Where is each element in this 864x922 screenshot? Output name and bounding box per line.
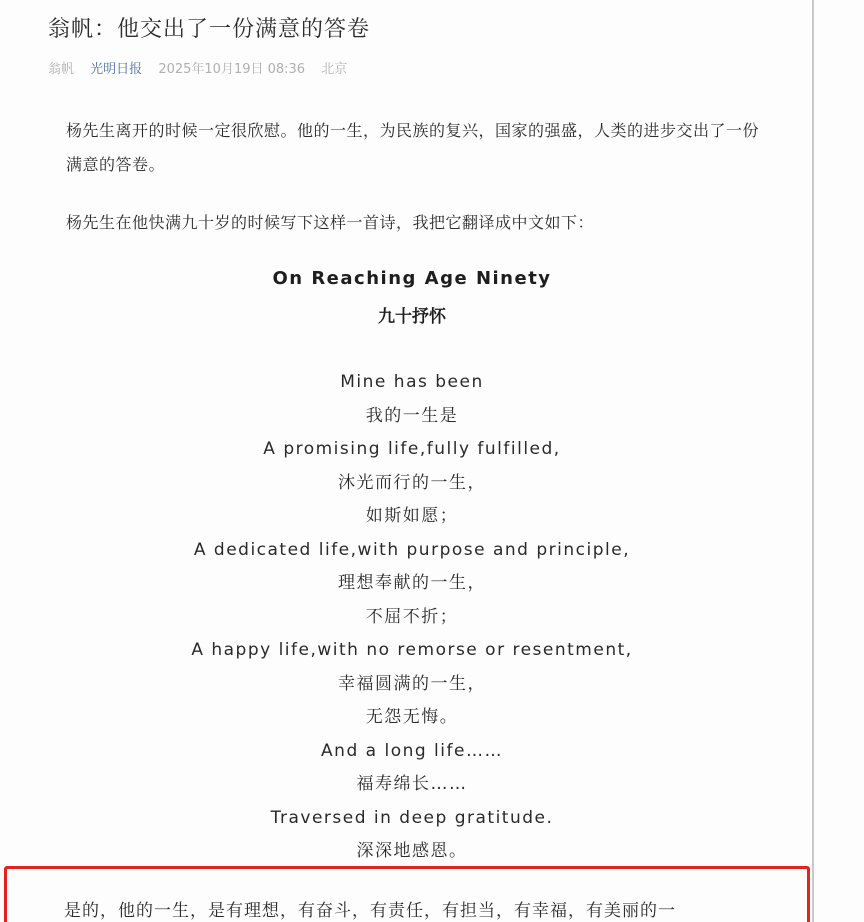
poem-title-chinese: 九十抒怀 — [378, 307, 446, 327]
poem-line: A dedicated life,with purpose and principle, — [193, 539, 631, 560]
poem-line: Mine has been — [340, 372, 484, 392]
poem-line: A happy life,with no remorse or resentment, — [191, 640, 633, 660]
poem-body — [0, 366, 824, 869]
highlighted-paragraph: 是的，他的一生，是有理想，有奋斗，有责任，有担当，有幸福，有美丽的一 — [64, 901, 676, 921]
poem-line: 深深地感恩。 — [356, 841, 468, 861]
poem-line: And a long life…… — [321, 740, 503, 761]
page-edge-divider — [812, 0, 814, 922]
author-name[interactable]: 翁帆 — [48, 62, 75, 77]
poem-line: Traversed in deep gratitude. — [270, 807, 554, 828]
poem-line: 如斯如愿； — [365, 506, 459, 526]
article-title: 翁帆：他交出了一份满意的答卷 — [48, 17, 371, 42]
poem-line: 沐光而行的一生， — [338, 472, 486, 493]
poem-line: A promising life,fully fulfilled, — [263, 439, 561, 459]
poem-line: 福寿绵长…… — [356, 774, 468, 794]
poem-line: 我的一生是 — [365, 405, 459, 426]
poem-line: 无怨无悔。 — [365, 707, 459, 727]
poem-line: 不屈不折； — [365, 606, 459, 627]
publish-datetime: 2025年10月19日 08:36 — [158, 62, 306, 77]
source-link[interactable]: 光明日报 — [90, 62, 143, 77]
publish-location: 北京 — [321, 62, 348, 77]
poem-title-english: On Reaching Age Ninety — [272, 268, 552, 289]
poem-line: 幸福圆满的一生， — [338, 673, 486, 694]
paragraph-poem-intro: 杨先生在他快满九十岁的时候写下这样一首诗，我把它翻译成中文如下： — [66, 213, 595, 232]
poem-line: 理想奉献的一生， — [338, 573, 486, 593]
paragraph-intro: 杨先生离开的时候一定很欣慰。他的一生，为民族的复兴，国家的强盛，人类的进步交出了一份满意的答卷。 — [66, 121, 760, 174]
article-meta — [48, 58, 359, 77]
